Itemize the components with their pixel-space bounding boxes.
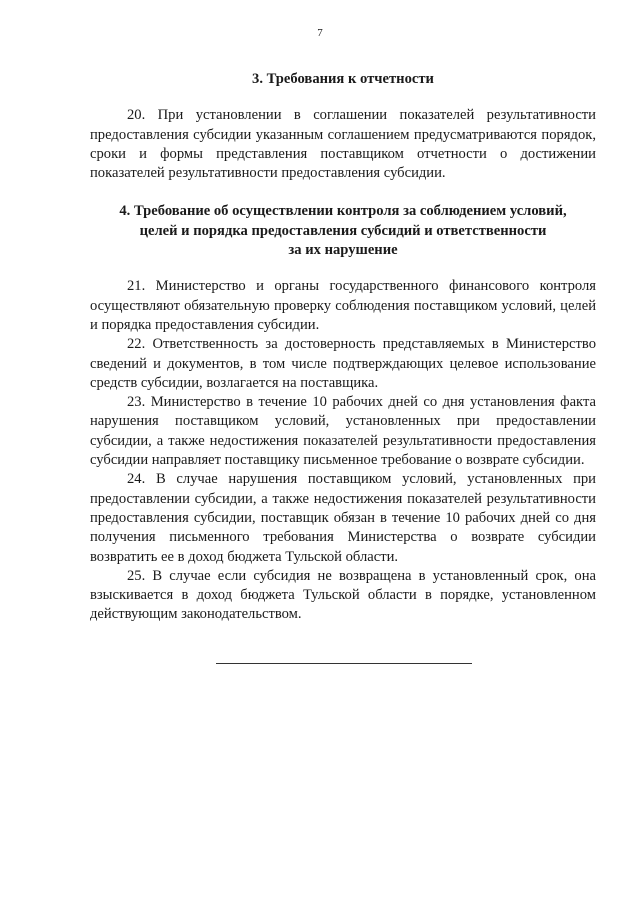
section-4-heading-line-2: целей и порядка предоставления субсидий и ответственности	[139, 222, 547, 239]
section-4-heading-line-3: за их нарушение	[288, 242, 398, 259]
paragraph-20: 20. При установлении в соглашении показателей результативности предоставления субсидии указанным соглашением предусматриваются порядок, сроки и формы представления поставщиком отчетности о достижении показателей результативности предоставления субсидии.	[90, 107, 596, 182]
section-4-heading	[90, 202, 596, 260]
paragraph-24: 24. В случае нарушения поставщиком условий, установленных при предоставлении субсидии, а также недостижения показателей результативности предоставления субсидии, поставщик обязан в течение 10 рабочих дней со дня получения письменного требования Министерства о возврате субсидии возвратить ее в доход бюджета Тульской области.	[90, 471, 596, 565]
page-number: 7	[317, 27, 323, 39]
paragraph-21: 21. Министерство и органы государственного финансового контроля осуществляют обязательную проверку соблюдения поставщиком условий, целей и порядка предоставления субсидии.	[90, 278, 596, 333]
section-4-heading-line-1: 4. Требование об осуществлении контроля за соблюдением условий,	[119, 203, 567, 220]
section-3-heading: 3. Требования к отчетности	[252, 71, 434, 87]
paragraph-25: 25. В случае если субсидия не возвращена в установленный срок, она взыскивается в доход бюджета Тульской области в порядке, установленном действующим законодательством.	[90, 567, 596, 623]
paragraph-22: 22. Ответственность за достоверность представляемых в Министерство сведений и документов, в том числе подтверждающих целевое использование средств субсидии, возлагается на поставщика.	[90, 336, 596, 391]
paragraph-23: 23. Министерство в течение 10 рабочих дней со дня установления факта нарушения поставщиком условий, установленных при предоставлении субсидии, а также недостижения показателей результативности предоставления субсидии направляет поставщику письменное требование о возврате субсидии.	[90, 394, 596, 469]
document-body	[90, 70, 596, 625]
end-of-document-rule	[216, 663, 472, 664]
